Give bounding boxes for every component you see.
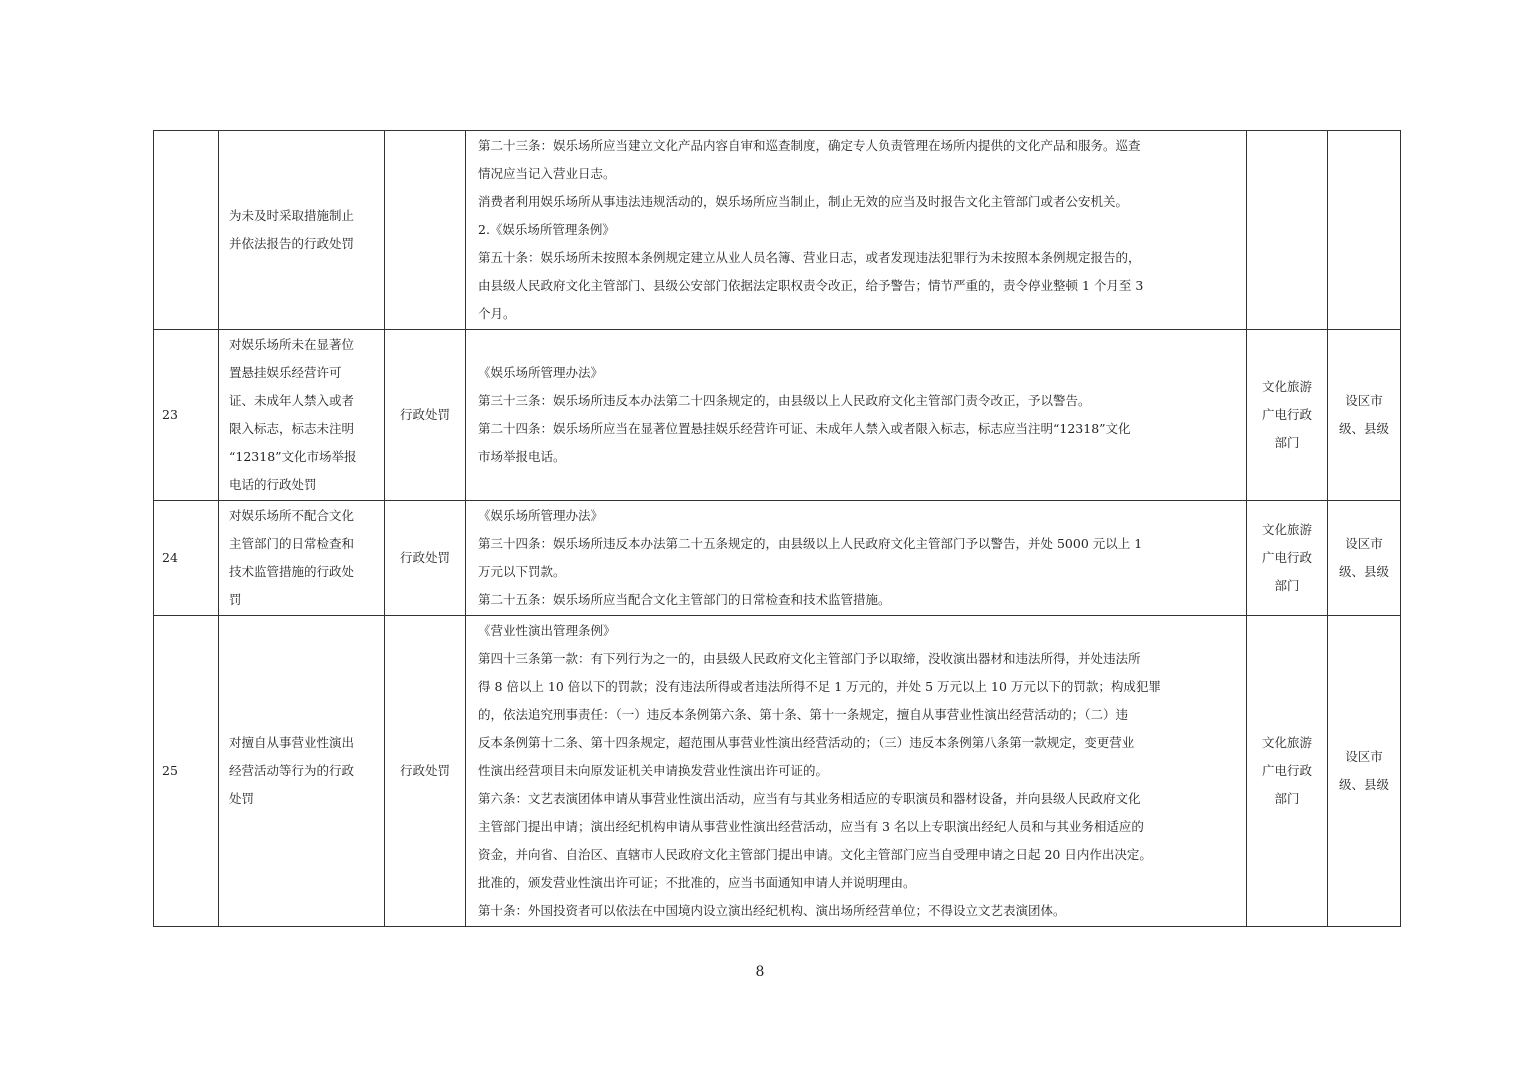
- item-name-cell: [219, 330, 385, 501]
- table-row: [154, 131, 1401, 330]
- legal-basis-line: 由县级人民政府文化主管部门、县级公安部门依据法定职权责令改正，给予警告；情节严重的，责令停业整顿 1 个月至 3: [478, 278, 1144, 293]
- legal-basis-line: 得 8 倍以上 10 倍以下的罚款；没有违法所得或者违法所得不足 1 万元的，并处 5 万元以上 10 万元以下的罚款；构成犯罪: [478, 679, 1161, 694]
- legal-basis-line: 第五十条：娱乐场所未按照本条例规定建立从业人员名簿、营业日志，或者发现违法犯罪行为未按照本条例规定报告的，: [478, 250, 1141, 265]
- penalty-type: 行政处罚: [399, 763, 450, 778]
- page-number: 8: [755, 964, 765, 980]
- legal-basis-line: 情况应当记入营业日志。: [478, 166, 616, 181]
- level-cell: [1328, 131, 1401, 330]
- row-number-cell: [154, 330, 219, 501]
- row-number: 25: [162, 763, 178, 778]
- legal-basis-line: 万元以下罚款。: [478, 564, 566, 579]
- level-line: 设区市: [1345, 749, 1383, 764]
- department-line: 广电行政: [1261, 763, 1312, 778]
- item-name-line: 对娱乐场所不配合文化: [229, 508, 355, 523]
- legal-basis-line: 资金，并向省、自治区、直辖市人民政府文化主管部门提出申请。文化主管部门应当自受理申请之日起 20 日内作出决定。: [478, 847, 1152, 862]
- item-name-line: 并依法报告的行政处罚: [229, 236, 355, 251]
- department-line: 文化旅游: [1261, 735, 1312, 750]
- legal-basis-line: 《娱乐场所管理办法》: [478, 508, 604, 523]
- item-name-line: 限入标志，标志未注明: [229, 421, 355, 436]
- row-number-cell: [154, 501, 219, 616]
- item-name-line: 电话的行政处罚: [229, 477, 317, 492]
- legal-basis-line: 第四十三条第一款：有下列行为之一的，由县级人民政府文化主管部门予以取缔，没收演出器材和违法所得，并处违法所: [478, 651, 1141, 666]
- legal-basis-line: 第二十三条：娱乐场所应当建立文化产品内容自审和巡查制度，确定专人负责管理在场所内提供的文化产品和服务。巡查: [478, 138, 1141, 153]
- department-cell: [1247, 330, 1328, 501]
- level-cell: [1328, 616, 1401, 927]
- row-number-cell: [154, 616, 219, 927]
- penalty-type-cell: [385, 501, 466, 616]
- legal-basis-line: 的，依法追究刑事责任：（一）违反本条例第六条、第十条、第十一条规定，擅自从事营业性演出经营活动的；（二）违: [478, 707, 1129, 722]
- legal-basis-cell: [466, 616, 1247, 927]
- row-number-cell: [154, 131, 219, 330]
- department-line: 部门: [1274, 435, 1300, 450]
- table-body: [154, 131, 1401, 927]
- penalty-type-cell: [385, 616, 466, 927]
- legal-basis-line: 2.《娱乐场所管理条例》: [478, 222, 615, 237]
- department-line: 部门: [1274, 791, 1300, 806]
- item-name-line: 对娱乐场所未在显著位: [229, 337, 355, 352]
- legal-basis-cell: [466, 131, 1247, 330]
- legal-basis-line: 性演出经营项目未向原发证机关申请换发营业性演出许可证的。: [478, 763, 829, 778]
- department-line: 文化旅游: [1261, 522, 1312, 537]
- row-number: 23: [162, 407, 178, 422]
- item-name-line: 证、未成年人禁入或者: [229, 393, 355, 408]
- row-number: 24: [162, 550, 178, 565]
- penalty-type: 行政处罚: [399, 550, 450, 565]
- legal-basis-line: 第二十五条：娱乐场所应当配合文化主管部门的日常检查和技术监管措施。: [478, 592, 891, 607]
- legal-basis-line: 反本条例第十二条、第十四条规定，超范围从事营业性演出经营活动的；（三）违反本条例第八条第一款规定，变更营业: [478, 735, 1135, 750]
- department-line: 文化旅游: [1261, 379, 1312, 394]
- level-line: 设区市: [1345, 393, 1383, 408]
- level-line: 级、县级: [1338, 777, 1389, 792]
- legal-basis-cell: [466, 330, 1247, 501]
- item-name-line: 为未及时采取措施制止: [229, 208, 355, 223]
- item-name-cell: [219, 616, 385, 927]
- legal-basis-cell: [466, 501, 1247, 616]
- legal-basis-line: 《娱乐场所管理办法》: [478, 365, 604, 380]
- item-name-line: 技术监管措施的行政处: [229, 564, 355, 579]
- legal-basis-line: 批准的，颁发营业性演出许可证；不批准的，应当书面通知申请人并说明理由。: [478, 875, 916, 890]
- item-name-line: 对擅自从事营业性演出: [229, 735, 355, 750]
- legal-basis-line: 个月。: [478, 306, 516, 321]
- department-line: 广电行政: [1261, 550, 1312, 565]
- legal-basis-line: 消费者利用娱乐场所从事违法违规活动的，娱乐场所应当制止，制止无效的应当及时报告文化主管部门或者公安机关。: [478, 194, 1129, 209]
- department-cell: [1247, 501, 1328, 616]
- legal-basis-line: 第二十四条：娱乐场所应当在显著位置悬挂娱乐经营许可证、未成年人禁入或者限入标志，标志应当注明“12318”文化: [478, 421, 1131, 436]
- item-name-cell: [219, 131, 385, 330]
- department-line: 广电行政: [1261, 407, 1312, 422]
- penalty-type-cell: [385, 131, 466, 330]
- department-line: 部门: [1274, 578, 1300, 593]
- table-row: [154, 501, 1401, 616]
- legal-basis-line: 主管部门提出申请；演出经纪机构申请从事营业性演出经营活动，应当有 3 名以上专职演出经纪人员和与其业务相适应的: [478, 819, 1144, 834]
- item-name-line: 置悬挂娱乐经营许可: [229, 365, 342, 380]
- level-line: 级、县级: [1338, 421, 1389, 436]
- item-name-line: “12318”文化市场举报: [229, 449, 357, 464]
- item-name-line: 处罚: [229, 791, 255, 806]
- item-name-line: 罚: [229, 592, 242, 607]
- level-line: 设区市: [1345, 536, 1383, 551]
- legal-basis-line: 《营业性演出管理条例》: [478, 623, 616, 638]
- legal-basis-line: 市场举报电话。: [478, 449, 566, 464]
- penalty-table: [153, 130, 1401, 927]
- legal-basis-line: 第三十四条：娱乐场所违反本办法第二十五条规定的，由县级以上人民政府文化主管部门予以警告，并处 5000 元以上 1: [478, 536, 1143, 551]
- legal-basis-line: 第三十三条：娱乐场所违反本办法第二十四条规定的，由县级以上人民政府文化主管部门责令改正，予以警告。: [478, 393, 1091, 408]
- penalty-type-cell: [385, 330, 466, 501]
- item-name-line: 主管部门的日常检查和: [229, 536, 355, 551]
- department-cell: [1247, 131, 1328, 330]
- item-name-cell: [219, 501, 385, 616]
- table-row: [154, 330, 1401, 501]
- level-cell: [1328, 330, 1401, 501]
- level-line: 级、县级: [1338, 564, 1389, 579]
- item-name-line: 经营活动等行为的行政: [229, 763, 355, 778]
- penalty-type: 行政处罚: [399, 407, 450, 422]
- table-row: [154, 616, 1401, 927]
- department-cell: [1247, 616, 1328, 927]
- legal-basis-line: 第六条：文艺表演团体申请从事营业性演出活动，应当有与其业务相适应的专职演员和器材设备，并向县级人民政府文化: [478, 791, 1141, 806]
- legal-basis-line: 第十条：外国投资者可以依法在中国境内设立演出经纪机构、演出场所经营单位；不得设立文艺表演团体。: [478, 903, 1066, 918]
- level-cell: [1328, 501, 1401, 616]
